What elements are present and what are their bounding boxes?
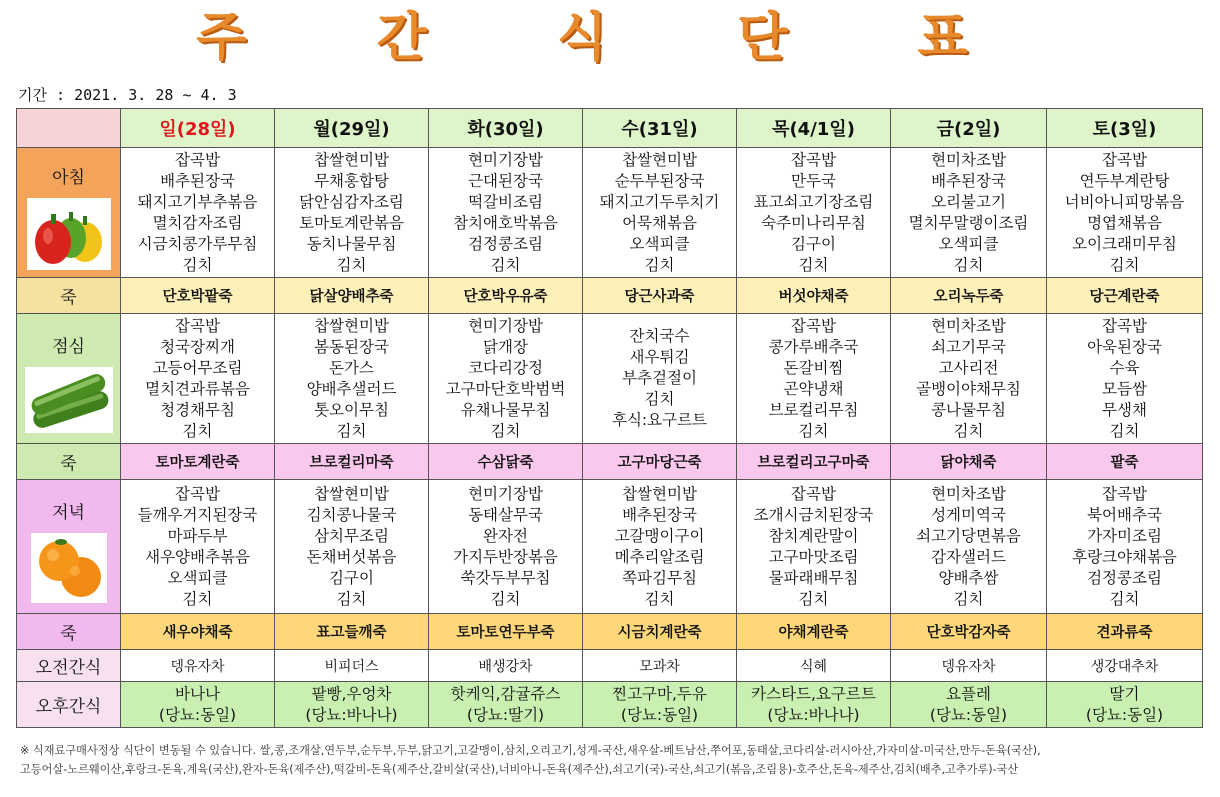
porridge3-cell-wed: 시금치계란죽	[583, 614, 737, 650]
menu-item: 양배추쌈	[938, 568, 999, 587]
menu-item: 북어배추국	[1087, 505, 1162, 524]
lunch-label-cell	[17, 314, 121, 444]
menu-item: 완자전	[483, 526, 528, 545]
breakfast-cell-thu	[737, 148, 891, 278]
menu-item: 명엽채볶음	[1087, 213, 1162, 232]
lunch-cell-sat	[1047, 314, 1203, 444]
pm-snack-label: 오후간식	[17, 682, 121, 728]
menu-item: 김치	[182, 255, 213, 274]
menu-item: 김치	[1109, 589, 1140, 608]
tangerine-icon	[31, 533, 107, 603]
menu-item: 찹쌀현미밥	[622, 484, 697, 503]
am-snack-cell-mon: 비피더스	[275, 650, 429, 682]
menu-item: 배추된장국	[160, 171, 235, 190]
menu-item: 청국장찌개	[160, 337, 235, 356]
lunch-cell-fri	[891, 314, 1047, 444]
menu-item: 조개시금치된장국	[753, 505, 874, 524]
menu-item: 봄동된장국	[314, 337, 389, 356]
pm-snack-cell-tue	[429, 682, 583, 728]
am-snack-cell-wed: 모과차	[583, 650, 737, 682]
lunch-cell-sun	[121, 314, 275, 444]
menu-item: 잡곡밥	[175, 316, 220, 335]
day-header-row	[17, 109, 1203, 148]
dinner-row	[17, 480, 1203, 614]
breakfast-cell-tue	[429, 148, 583, 278]
menu-item: 고등어무조림	[152, 358, 243, 377]
menu-item: 배추된장국	[931, 171, 1006, 190]
pm-snack-row	[17, 682, 1203, 728]
menu-item: 잡곡밥	[791, 316, 836, 335]
menu-item: 잡곡밥	[175, 150, 220, 169]
menu-item: 무채홍합탕	[314, 171, 389, 190]
porridge1-cell-thu: 버섯야채죽	[737, 278, 891, 314]
menu-item: 현미차조밥	[931, 150, 1006, 169]
menu-item: 김치	[336, 421, 367, 440]
porridge-row-3	[17, 614, 1203, 650]
menu-item: 돈채버섯볶음	[306, 547, 397, 566]
menu-item: 오리불고기	[931, 192, 1006, 211]
menu-item: 김치	[953, 589, 984, 608]
period-label: 기간 : 2021. 3. 28 ~ 4. 3	[18, 86, 237, 104]
footnote-line-1: ※ 식재료구매사정상 식단이 변동될 수 있습니다. 쌀,콩,조개살,연두부,순두부,두부,닭고기,고갈맹이,삼치,오리고기,성게-국산,새우살-베트남산,쭈어포,동태살,코다리살-러시아산,가자미살-미국산,만두-돈육(국산),	[20, 744, 1041, 757]
porridge-row-1	[17, 278, 1203, 314]
am-snack-cell-sat: 생강대추차	[1047, 650, 1203, 682]
menu-item: 성게미역국	[931, 505, 1006, 524]
menu-item: 고구마맛조림	[768, 547, 859, 566]
menu-item: 메추리알조림	[614, 547, 705, 566]
menu-item: 연두부계란탕	[1079, 171, 1170, 190]
porridge2-cell-wed: 고구마당근죽	[583, 444, 737, 480]
menu-item: 돈갈비찜	[783, 358, 844, 377]
menu-item: 토마토계란볶음	[299, 213, 404, 232]
menu-item: 검정콩조림	[468, 234, 543, 253]
menu-item: 숙주미나리무침	[761, 213, 866, 232]
menu-item: 참치애호박볶음	[453, 213, 558, 232]
menu-item: 새우양배추볶음	[145, 547, 250, 566]
menu-item: 무생채	[1102, 400, 1147, 419]
porridge3-cell-tue: 토마토연두부죽	[429, 614, 583, 650]
menu-item: 참치계란말이	[768, 526, 859, 545]
menu-item: 김치	[490, 255, 521, 274]
porridge3-cell-thu: 야채계란죽	[737, 614, 891, 650]
cucumber-icon	[25, 367, 113, 433]
menu-item: 후랑크야채볶음	[1072, 547, 1177, 566]
menu-item: 돈가스	[329, 358, 374, 377]
porridge3-cell-sat: 견과류죽	[1047, 614, 1203, 650]
menu-item: 김치	[490, 589, 521, 608]
menu-item: 부추겉절이	[622, 369, 697, 387]
menu-item: 현미차조밥	[931, 316, 1006, 335]
menu-item: 동태살무국	[468, 505, 543, 524]
lunch-cell-tue	[429, 314, 583, 444]
porridge2-cell-sat: 팥죽	[1047, 444, 1203, 480]
menu-item: 마파두부	[167, 526, 228, 545]
menu-item: 김치	[644, 390, 675, 408]
menu-item: 잡곡밥	[791, 484, 836, 503]
footnote	[20, 741, 1210, 779]
menu-item: 김치	[336, 255, 367, 274]
pm-snack-cell-thu	[737, 682, 891, 728]
porridge3-cell-sun: 새우야채죽	[121, 614, 275, 650]
menu-item: 근대된장국	[468, 171, 543, 190]
am-snack-cell-sun: 뎅유자차	[121, 650, 275, 682]
lunch-row	[17, 314, 1203, 444]
weekly-menu-table	[16, 108, 1203, 728]
menu-item: 어묵채볶음	[622, 213, 697, 232]
menu-item: 김치	[182, 589, 213, 608]
menu-item: 모듬쌈	[1102, 379, 1147, 398]
porridge2-cell-fri: 닭야채죽	[891, 444, 1047, 480]
breakfast-cell-mon	[275, 148, 429, 278]
porridge3-cell-mon: 표고들깨죽	[275, 614, 429, 650]
menu-item: 팥빵,우엉차	[311, 684, 392, 703]
day-header-wed: 수(31일)	[583, 109, 737, 148]
lunch-cell-mon	[275, 314, 429, 444]
porridge1-cell-sun: 단호박팥죽	[121, 278, 275, 314]
menu-item: 쇠고기당면볶음	[916, 526, 1021, 545]
menu-item: 오이크래미무침	[1072, 234, 1177, 253]
menu-item: 핫케익,감귤쥬스	[450, 684, 561, 703]
am-snack-cell-fri: 뎅유자차	[891, 650, 1047, 682]
dinner-cell-tue	[429, 480, 583, 614]
menu-item: 닭개장	[483, 337, 528, 356]
menu-item: 표고쇠고기장조림	[753, 192, 874, 211]
pm-snack-cell-fri	[891, 682, 1047, 728]
menu-item: 김치	[490, 421, 521, 440]
menu-item: 오색피클	[938, 234, 999, 253]
menu-item: 카스타드,요구르트	[751, 684, 876, 703]
menu-item: 오색피클	[167, 568, 228, 587]
porridge2-cell-thu: 브로컬리고구마죽	[737, 444, 891, 480]
porridge-label-2: 죽	[17, 444, 121, 480]
menu-item: 김치	[336, 589, 367, 608]
porridge1-cell-tue: 단호박우유죽	[429, 278, 583, 314]
breakfast-label: 아침	[52, 168, 85, 188]
dinner-cell-sat	[1047, 480, 1203, 614]
menu-item: 배추된장국	[622, 505, 697, 524]
dinner-label: 저녁	[52, 503, 85, 523]
menu-item: 요플레	[946, 684, 991, 703]
dinner-label-cell	[17, 480, 121, 614]
menu-item: 현미기장밥	[468, 484, 543, 503]
menu-item: 삼치무조림	[314, 526, 389, 545]
menu-item: (당뇨:바나나)	[767, 705, 860, 724]
menu-item: 고갈맹이구이	[614, 526, 705, 545]
menu-item: 현미차조밥	[931, 484, 1006, 503]
lunch-label: 점심	[52, 337, 85, 357]
menu-item: 만두국	[791, 171, 836, 190]
menu-item: 잔치국수	[629, 327, 690, 345]
menu-item: 순두부된장국	[614, 171, 705, 190]
menu-item: 김치	[182, 421, 213, 440]
menu-item: 김치콩나물국	[306, 505, 397, 524]
menu-item: 골뱅이야채무침	[916, 379, 1021, 398]
menu-item: (당뇨:동일)	[929, 705, 1008, 724]
am-snack-cell-tue: 배생강차	[429, 650, 583, 682]
dinner-cell-fri	[891, 480, 1047, 614]
dinner-cell-wed	[583, 480, 737, 614]
menu-item: 동치나물무침	[306, 234, 397, 253]
menu-item: 잡곡밥	[1102, 150, 1147, 169]
am-snack-label: 오전간식	[17, 650, 121, 682]
dinner-cell-sun	[121, 480, 275, 614]
menu-item: 쪽파김무침	[622, 568, 697, 587]
menu-item: 김치	[644, 255, 675, 274]
porridge-label-3: 죽	[17, 614, 121, 650]
menu-item: 청경채무침	[160, 400, 235, 419]
menu-item: 잡곡밥	[175, 484, 220, 503]
menu-item: 코다리강정	[468, 358, 543, 377]
menu-item: 김치	[953, 421, 984, 440]
menu-item: 감자샐러드	[931, 547, 1006, 566]
day-header-fri: 금(2일)	[891, 109, 1047, 148]
menu-item: 쇠고기무국	[931, 337, 1006, 356]
peppers-icon	[27, 198, 111, 270]
menu-item: (당뇨:동일)	[620, 705, 699, 724]
menu-item: (당뇨:바나나)	[305, 705, 398, 724]
menu-item: (당뇨:동일)	[158, 705, 237, 724]
menu-item: 닭안심감자조림	[299, 192, 404, 211]
day-header-sat: 토(3일)	[1047, 109, 1203, 148]
pm-snack-cell-sat	[1047, 682, 1203, 728]
menu-item: 쑥갓두부무침	[460, 568, 551, 587]
menu-item: 찹쌀현미밥	[622, 150, 697, 169]
breakfast-label-cell	[17, 148, 121, 278]
menu-item: 유채나물무침	[460, 400, 551, 419]
menu-item: 떡갈비조림	[468, 192, 543, 211]
porridge-row-2	[17, 444, 1203, 480]
menu-item: 찹쌀현미밥	[314, 150, 389, 169]
menu-item: 멸치무말랭이조림	[908, 213, 1029, 232]
menu-item: 고사리전	[938, 358, 999, 377]
footnote-line-2: 고등어살-노르웨이산,후랑크-돈육,계육(국산),완자-돈육(제주산),떡갈비-돈육(제주산,갈비살(국산),너비아니-돈육(제주산),쇠고기(국)-국산,쇠고기(볶음,조림용)-호주산,돈육-제주산,김치(배추,고추가루)-국산	[20, 763, 1019, 776]
lunch-cell-wed	[583, 314, 737, 444]
menu-item: 현미기장밥	[468, 316, 543, 335]
porridge-label-1: 죽	[17, 278, 121, 314]
menu-item: 잡곡밥	[1102, 484, 1147, 503]
day-header-thu: 목(4/1일)	[737, 109, 891, 148]
menu-item: 찐고구마,두유	[612, 684, 707, 703]
menu-item: 잡곡밥	[791, 150, 836, 169]
dinner-cell-thu	[737, 480, 891, 614]
menu-item: 물파래배무침	[768, 568, 859, 587]
menu-item: 김치	[798, 589, 829, 608]
corner-cell	[17, 109, 121, 148]
pm-snack-cell-sun	[121, 682, 275, 728]
menu-item: 톳오이무침	[314, 400, 389, 419]
am-snack-cell-thu: 식혜	[737, 650, 891, 682]
porridge1-cell-mon: 닭살양배추죽	[275, 278, 429, 314]
menu-item: 김치	[798, 255, 829, 274]
menu-item: 새우튀김	[629, 348, 690, 366]
menu-item: 멸치견과류볶음	[145, 379, 250, 398]
menu-item: 찹쌀현미밥	[314, 316, 389, 335]
menu-item: 딸기	[1109, 684, 1140, 703]
porridge2-cell-mon: 브로컬리마죽	[275, 444, 429, 480]
porridge1-cell-sat: 당근계란죽	[1047, 278, 1203, 314]
breakfast-cell-sun	[121, 148, 275, 278]
menu-item: 바나나	[175, 684, 220, 703]
menu-item: 들깨우거지된장국	[137, 505, 258, 524]
menu-item: 김치	[798, 421, 829, 440]
menu-item: 양배추샐러드	[306, 379, 397, 398]
porridge2-cell-tue: 수삼닭죽	[429, 444, 583, 480]
menu-item: 브로컬리무침	[768, 400, 859, 419]
menu-item: 가자미조림	[1087, 526, 1162, 545]
porridge2-cell-sun: 토마토계란죽	[121, 444, 275, 480]
menu-item: 김치	[1109, 255, 1140, 274]
menu-item: 찹쌀현미밥	[314, 484, 389, 503]
pm-snack-cell-mon	[275, 682, 429, 728]
menu-item: 시금치콩가루무침	[137, 234, 258, 253]
day-header-sun: 일(28일)	[121, 109, 275, 148]
breakfast-cell-wed	[583, 148, 737, 278]
menu-item: 수육	[1109, 358, 1140, 377]
porridge1-cell-wed: 당근사과죽	[583, 278, 737, 314]
menu-item: 김치	[644, 589, 675, 608]
menu-item: 검정콩조림	[1087, 568, 1162, 587]
lunch-cell-thu	[737, 314, 891, 444]
breakfast-row	[17, 148, 1203, 278]
menu-item: 콩가루배추국	[768, 337, 859, 356]
day-header-tue: 화(30일)	[429, 109, 583, 148]
dinner-cell-mon	[275, 480, 429, 614]
menu-item: 콩나물무침	[931, 400, 1006, 419]
menu-item: (당뇨:딸기)	[466, 705, 545, 724]
porridge3-cell-fri: 단호박감자죽	[891, 614, 1047, 650]
menu-item: 곤약냉채	[783, 379, 844, 398]
menu-item: 김치	[1109, 421, 1140, 440]
menu-item: 김치	[953, 255, 984, 274]
am-snack-row	[17, 650, 1203, 682]
pm-snack-cell-wed	[583, 682, 737, 728]
menu-item: 잡곡밥	[1102, 316, 1147, 335]
menu-item: 아욱된장국	[1087, 337, 1162, 356]
menu-item: 현미기장밥	[468, 150, 543, 169]
menu-item: 가지두반장볶음	[453, 547, 558, 566]
menu-item: 후식:요구르트	[611, 411, 708, 429]
menu-item: 멸치감자조림	[152, 213, 243, 232]
breakfast-cell-fri	[891, 148, 1047, 278]
menu-item: 너비아니피망볶음	[1064, 192, 1185, 211]
menu-item: 김구이	[329, 568, 374, 587]
menu-item: 오색피클	[629, 234, 690, 253]
page-title: 주 간 식 단 표	[196, 8, 1024, 68]
menu-item: 고구마단호박범벅	[445, 379, 566, 398]
day-header-mon: 월(29일)	[275, 109, 429, 148]
menu-item: 돼지고기두루치기	[599, 192, 720, 211]
menu-item: 돼지고기부추볶음	[137, 192, 258, 211]
menu-item: 김구이	[791, 234, 836, 253]
menu-item: (당뇨:동일)	[1085, 705, 1164, 724]
breakfast-cell-sat	[1047, 148, 1203, 278]
porridge1-cell-fri: 오리녹두죽	[891, 278, 1047, 314]
